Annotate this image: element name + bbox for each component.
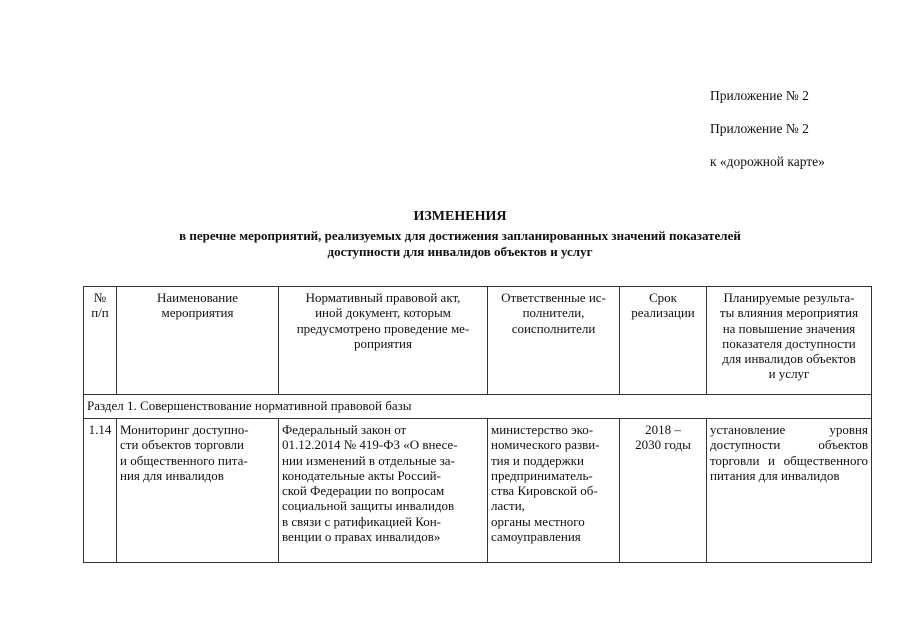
row-legal-act: Федеральный закон от 01.12.2014 № 419-ФЗ «О внесе- нии изменений в отдельные за- конодательные акты Россий- ской Федерации по вопросам социальной защиты инвалидов в связи с ратификацией Кон- венции о правах инвалидов»: [279, 419, 488, 563]
measures-table: [83, 286, 872, 563]
row-term: 2018 – 2030 годы: [620, 419, 707, 563]
document-subtitle-line-2: доступности для инвалидов объектов и услуг: [327, 244, 593, 259]
row-number: 1.14: [84, 419, 117, 563]
header-measure-name: Наименование мероприятия: [117, 287, 279, 395]
document-subtitle-line-1: в перечне мероприятий, реализуемых для достижения запланированных значений показателей: [179, 228, 741, 243]
header-term: Срок реализации: [620, 287, 707, 395]
header-legal-act: Нормативный правовой акт, иной документ, которым предусмотрено проведение ме- роприятия: [279, 287, 488, 395]
row-planned-result: установление уровня доступности объектов торговли и общественного питания для инвалидов: [707, 419, 872, 563]
row-measure-name: Мониторинг доступно- сти объектов торговли и общественного пита- ния для инвалидов: [117, 419, 279, 563]
section-row: [84, 395, 872, 419]
header-number: № п/п: [84, 287, 117, 395]
document-title: ИЗМЕНЕНИЯ: [413, 209, 507, 224]
table-header-row: [84, 287, 872, 395]
row-responsible: министерство эко- номического разви- тия и поддержки предприниматель- ства Кировской об- ласти, органы местного самоуправления: [488, 419, 620, 563]
header-planned-results: Планируемые результа- ты влияния мероприятия на повышение значения показателя доступности для инвалидов объектов и услуг: [707, 287, 872, 395]
header-responsible: Ответственные ис- полнители, соисполнители: [488, 287, 620, 395]
table-row: [84, 419, 872, 563]
appendix-number: Приложение № 2: [710, 88, 809, 103]
appendix-number-repeat: Приложение № 2: [710, 121, 809, 136]
section-title: Раздел 1. Совершенствование нормативной правовой базы: [84, 395, 872, 419]
appendix-reference: к «дорожной карте»: [710, 154, 825, 169]
